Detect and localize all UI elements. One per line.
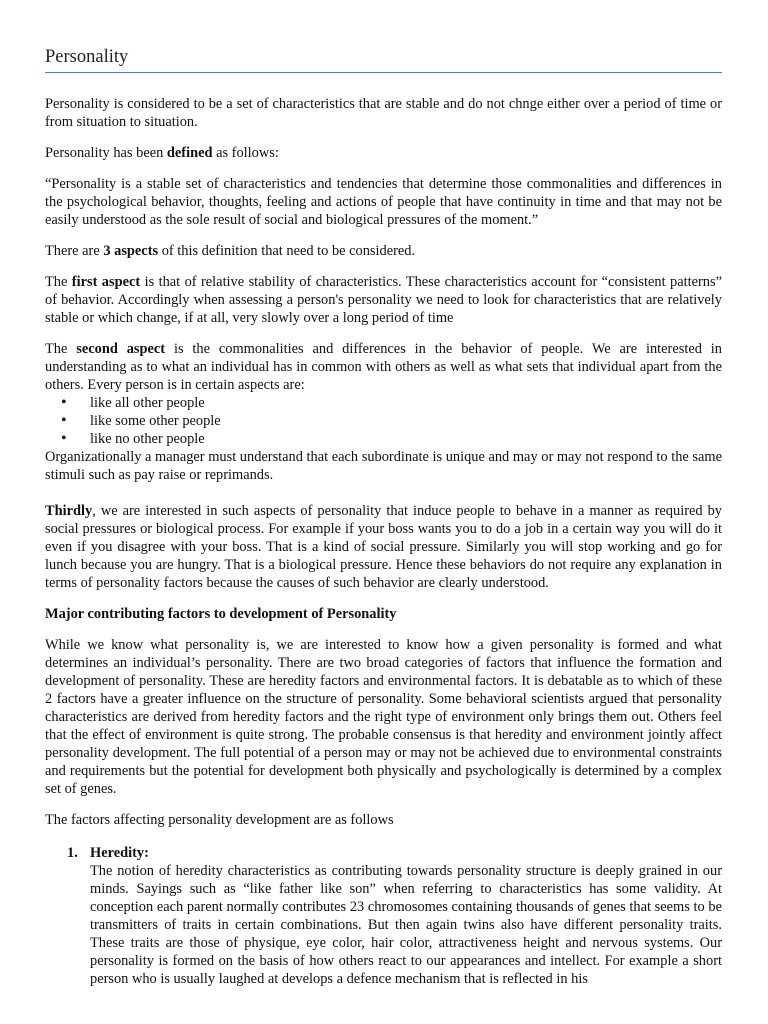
section-heading [45, 605, 722, 623]
first-aspect-post: is that of relative stability of characteristics. These characteristics account for “consistent patterns” of behavior. Accordingly when assessing a person's personality we need to look for characteristics that are relatively stable or which change, if at all, very slowly over a long period of time [45, 274, 722, 326]
second-aspect-bold: second aspect [76, 341, 166, 357]
factor-heading [90, 844, 722, 862]
second-aspect-paragraph [45, 340, 722, 394]
factor-body: The notion of heredity characteristics as contributing towards personality structure is deeply grained in our minds. Sayings such as “like father like son” when referring to characteristics has some validity. At conception each parent normally contributes 23 chromosomes containing thousands of genes that seems to be transmitters of traits in certain combinations. But then again twins also have different personality traits. These traits are those of physique, eye color, hair color, attractiveness height and nervous systems. Our personality is formed on the basis of how others react to our appearances and intellect. For example a short person who is usually laughed at develops a defence mechanism that is reflected in his [90, 863, 722, 987]
factors-intro: The factors affecting personality development are as follows [45, 812, 394, 828]
bullet-list [45, 394, 722, 448]
thirdly-post: , we are interested in such aspects of personality that induce people to behave in a manner as required by social pressures or biological process. For example if your boss wants you to do a job in a certain way you will do it even if you disagree with your boss. That is a kind of social pressure. Similarly you will stop working and go for lunch because you are hungry. That is a biological pressure. Hence these behaviors do not require any explanation in terms of personality factors because the causes of such behavior are clearly understood. [45, 503, 722, 591]
factor-heredity [45, 844, 722, 988]
organizational-note: Organizationally a manager must understand that each subordinate is unique and may or may not respond to the same stimuli such as pay raise or reprimands. [45, 449, 722, 483]
first-aspect-paragraph [45, 273, 722, 327]
intro-paragraph: Personality is considered to be a set of characteristics that are stable and do not chnge either over a period of time or from situation to situation. [45, 96, 722, 130]
list-item: • like no other people [45, 430, 722, 448]
list-item: • like some other people [45, 412, 722, 430]
first-aspect-pre: The [45, 274, 72, 290]
aspects-bold: 3 aspects [103, 243, 159, 259]
defined-bold: defined [166, 145, 213, 161]
document-page [45, 0, 722, 988]
thirdly-bold: Thirdly [45, 503, 93, 519]
page-title: Personality [45, 45, 722, 73]
second-aspect-pre: The [45, 341, 77, 357]
definition-quote: “Personality is a stable set of characteristics and tendencies that determine those commonalities and differences in the psychological behavior, thoughts, feeling and actions of people that have continuity in time and that may not be easily understood as the sole result of social and biological pressures of the moment.” [45, 176, 722, 228]
defined-paragraph [45, 144, 722, 162]
factor-number: 1. [67, 845, 78, 861]
first-aspect-bold: first aspect [71, 274, 141, 290]
aspects-pre: There are [45, 243, 104, 259]
defined-pre: Personality has been [45, 145, 167, 161]
second-aspect-post: is the commonalities and differences in the behavior of people. We are interested in understanding as to what an individual has in common with others as well as what sets that individual apart from the others. Every person is in certain aspects are: [45, 341, 722, 393]
aspects-paragraph [45, 242, 722, 260]
defined-post: as follows: [212, 145, 279, 161]
section-body: While we know what personality is, we are interested to know how a given personality is formed and what determines an individual’s personality. There are two broad categories of factors that influence the formation and development of personality. These are heredity factors and environmental factors. It is debatable as to which of these 2 factors have a greater influence on the structure of personality. Some behavioral scientists argued that personality characteristics are derived from heredity factors and the right type of environment only brings them out. Others feel that the effect of environment is quite strong. The probable consensus is that heredity and environment jointly affect personality development. The full potential of a person may or may not be achieved due to environmental constraints and requirements but the potential for development both physically and psychologically is determined by a complex set of genes. [45, 637, 722, 797]
section-heading-text: Major contributing factors to development of Personality [45, 606, 397, 622]
aspects-post: of this definition that need to be considered. [158, 243, 416, 259]
factor-heading-text: Heredity: [90, 845, 149, 861]
thirdly-paragraph [45, 502, 722, 592]
list-item: • like all other people [45, 394, 722, 412]
